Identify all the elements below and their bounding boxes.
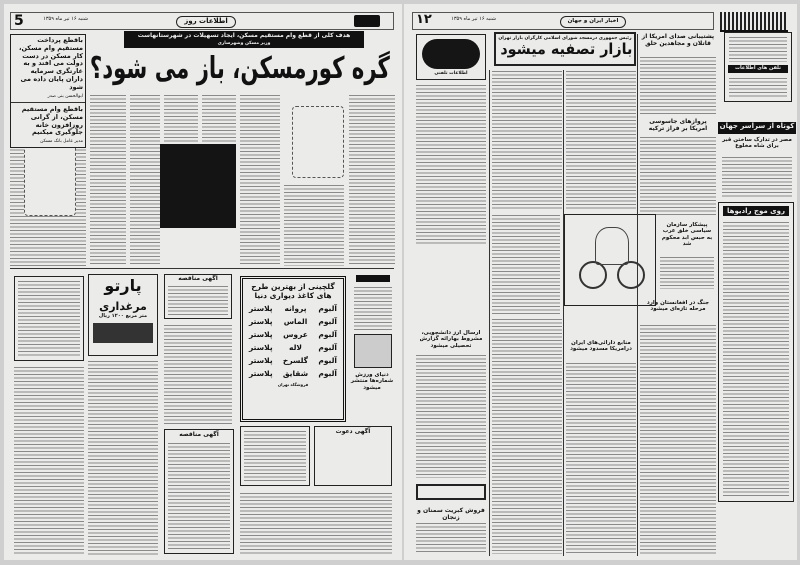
cartoon-illustration <box>24 144 76 216</box>
notice-title: آگهی مناقصه <box>178 275 218 282</box>
notice-tender-box <box>164 274 232 319</box>
headline-banner <box>124 31 364 48</box>
parto-price: متر مربع ۱۲۰۰ ریال <box>98 313 148 320</box>
wallpaper-album: آلبوم <box>318 317 337 327</box>
notice-box <box>240 426 310 486</box>
news-photo <box>160 144 236 228</box>
wallpaper-name: عروس <box>283 330 308 340</box>
main-headline-wrap <box>88 52 390 90</box>
wallpaper-name: لاله <box>289 343 302 353</box>
mko-headline: پیشکار سازمان سیاسی خلق عرب به حبس ابد محکوم شد <box>661 222 713 247</box>
wallpaper-brand: پلاستر <box>249 304 273 314</box>
wallpaper-name: گلسرخ <box>282 356 309 366</box>
wallpaper-album: آلبوم <box>318 343 337 353</box>
notice-tender2-box <box>164 429 234 554</box>
wallpaper-brand: پلاستر <box>249 330 273 340</box>
quote-1: باقطع پرداخت مستقیم وام مسکن، کار مسکن در دست دولت می افتد و به غارتگری سرمایه داران پایان داده می شود <box>18 36 83 91</box>
notice-box <box>14 276 84 361</box>
lead-story-box <box>494 32 636 66</box>
wallpaper-title: گلچینی از بهترین طرح های کاغذ دیواری دنیا <box>251 282 335 300</box>
wallpaper-name: شقایق <box>282 369 309 379</box>
main-headline: گره کورمسکن، باز می شود؟ <box>90 51 390 86</box>
section-title: اخبار ایران و جهان <box>560 16 626 28</box>
page-number: ۱۲ <box>416 12 432 27</box>
divider <box>11 102 85 103</box>
wallpaper-album: آلبوم <box>318 330 337 340</box>
radio-box <box>718 202 794 502</box>
radio-header: روی موج رادیوها <box>723 206 789 216</box>
newspaper-logo <box>354 15 380 27</box>
wallpaper-brand: پلاستر <box>249 317 273 327</box>
wallpaper-brand: پلاستر <box>249 343 273 353</box>
building-photo <box>93 323 153 343</box>
matches-headline: فروش کبریت سمنان و زنجان <box>417 507 485 521</box>
wallpaper-name: الماس <box>283 317 308 327</box>
wallpaper-brand: پلاستر <box>249 369 273 379</box>
wallpaper-brand: پلاستر <box>249 356 273 366</box>
info-box <box>724 32 792 102</box>
sports-label: دنیای ورزش <box>355 372 389 378</box>
notice-invite-box <box>314 426 392 486</box>
parto-brand: پارتو <box>104 276 142 295</box>
spy-headline: پروازهای جاسوسی امریکا بر فراز ترکیه <box>648 118 708 132</box>
lead-kicker: رئیس جمهوری درمسجد شورای اسلامی کارگران بازار تهران <box>498 36 632 41</box>
quote-1-byline: ابوالحسن بنی صدر <box>47 93 83 99</box>
assets-headline: منابع دارائی‌های ایران درامریکا مسدود میشود <box>570 340 632 353</box>
wallpaper-footer: فروشگاه تهران <box>277 382 309 388</box>
newspaper-logo <box>720 12 788 32</box>
egypt-headline: مصر در تدارک ساختن قبر برای شاه مخلوع <box>722 137 792 150</box>
issue-date: شنبه ۱۶ تیر ماه ۱۳۵۹ <box>451 16 496 22</box>
telephone-dial-icon <box>422 39 480 69</box>
notice-box <box>416 484 486 500</box>
wallpaper-row <box>243 315 343 328</box>
sports-text: شماره‌ها منتشر میشود <box>350 378 394 391</box>
side-headline: پشتیبانی صدای امریکا از قاتلان و مجاهدین خلق <box>641 33 715 47</box>
cartoon-illustration <box>292 106 344 178</box>
notice-title: آگهی مناقصه <box>179 431 219 438</box>
wallpaper-album: آلبوم <box>318 304 337 314</box>
wallpaper-row <box>243 302 343 315</box>
sports-label-bar <box>356 275 390 282</box>
info-box-title: تلفن های اطلاعات <box>728 65 788 73</box>
lead-headline: بازار تصفیه میشود <box>500 40 632 59</box>
students-headline: ارسال ارز دانشجویی، مشروط بهارائه گزارش تحصیلی میشود <box>419 330 483 349</box>
page-number: 5 <box>14 13 24 29</box>
quote-2-byline: مدیر عامل بانک مسکن <box>40 139 83 145</box>
phone-ad-caption: اطلاعات تلفنی <box>434 71 468 76</box>
section-title: اطلاعات روز <box>176 16 236 28</box>
banner-subtitle: هدف کلی از قطع وام مستقیم مسکن، ایجاد تسهیلات در شهرستانهاست <box>137 32 351 39</box>
wallpaper-ad <box>240 276 346 422</box>
wallpaper-row <box>243 354 343 367</box>
short-world-header: کوتاه از سراسر جهان <box>718 122 796 134</box>
cartoon-bicycle <box>564 214 656 306</box>
notice-title: آگهی دعوت <box>335 428 371 435</box>
quote-2: باقطع وام مستقیم مسکن، از گرانی روزافزون خانه جلوگیری میکنیم <box>21 104 83 137</box>
parto-ad <box>88 274 158 356</box>
afghan-headline: جنگ در افغانستان وارد مرحله تازه‌ای میشود <box>646 300 710 313</box>
issue-date: شنبه ۱۶ تیر ماه ۱۳۵۹ <box>43 16 88 22</box>
phone-ad <box>416 34 486 80</box>
left-page <box>4 4 402 560</box>
wallpaper-row <box>243 341 343 354</box>
sidebar-quotes <box>10 34 86 148</box>
wallpaper-row <box>243 328 343 341</box>
parto-title: مرغداری <box>99 300 147 314</box>
wallpaper-row <box>243 367 343 380</box>
sports-ad <box>350 372 394 391</box>
wallpaper-album: آلبوم <box>318 369 337 379</box>
right-page <box>404 4 797 560</box>
wallpaper-name: پروانه <box>284 304 307 314</box>
sports-ad-image <box>354 334 392 368</box>
banner-byline: وزیر مسکن وشهرسازی <box>217 40 271 46</box>
wallpaper-album: آلبوم <box>318 356 337 366</box>
